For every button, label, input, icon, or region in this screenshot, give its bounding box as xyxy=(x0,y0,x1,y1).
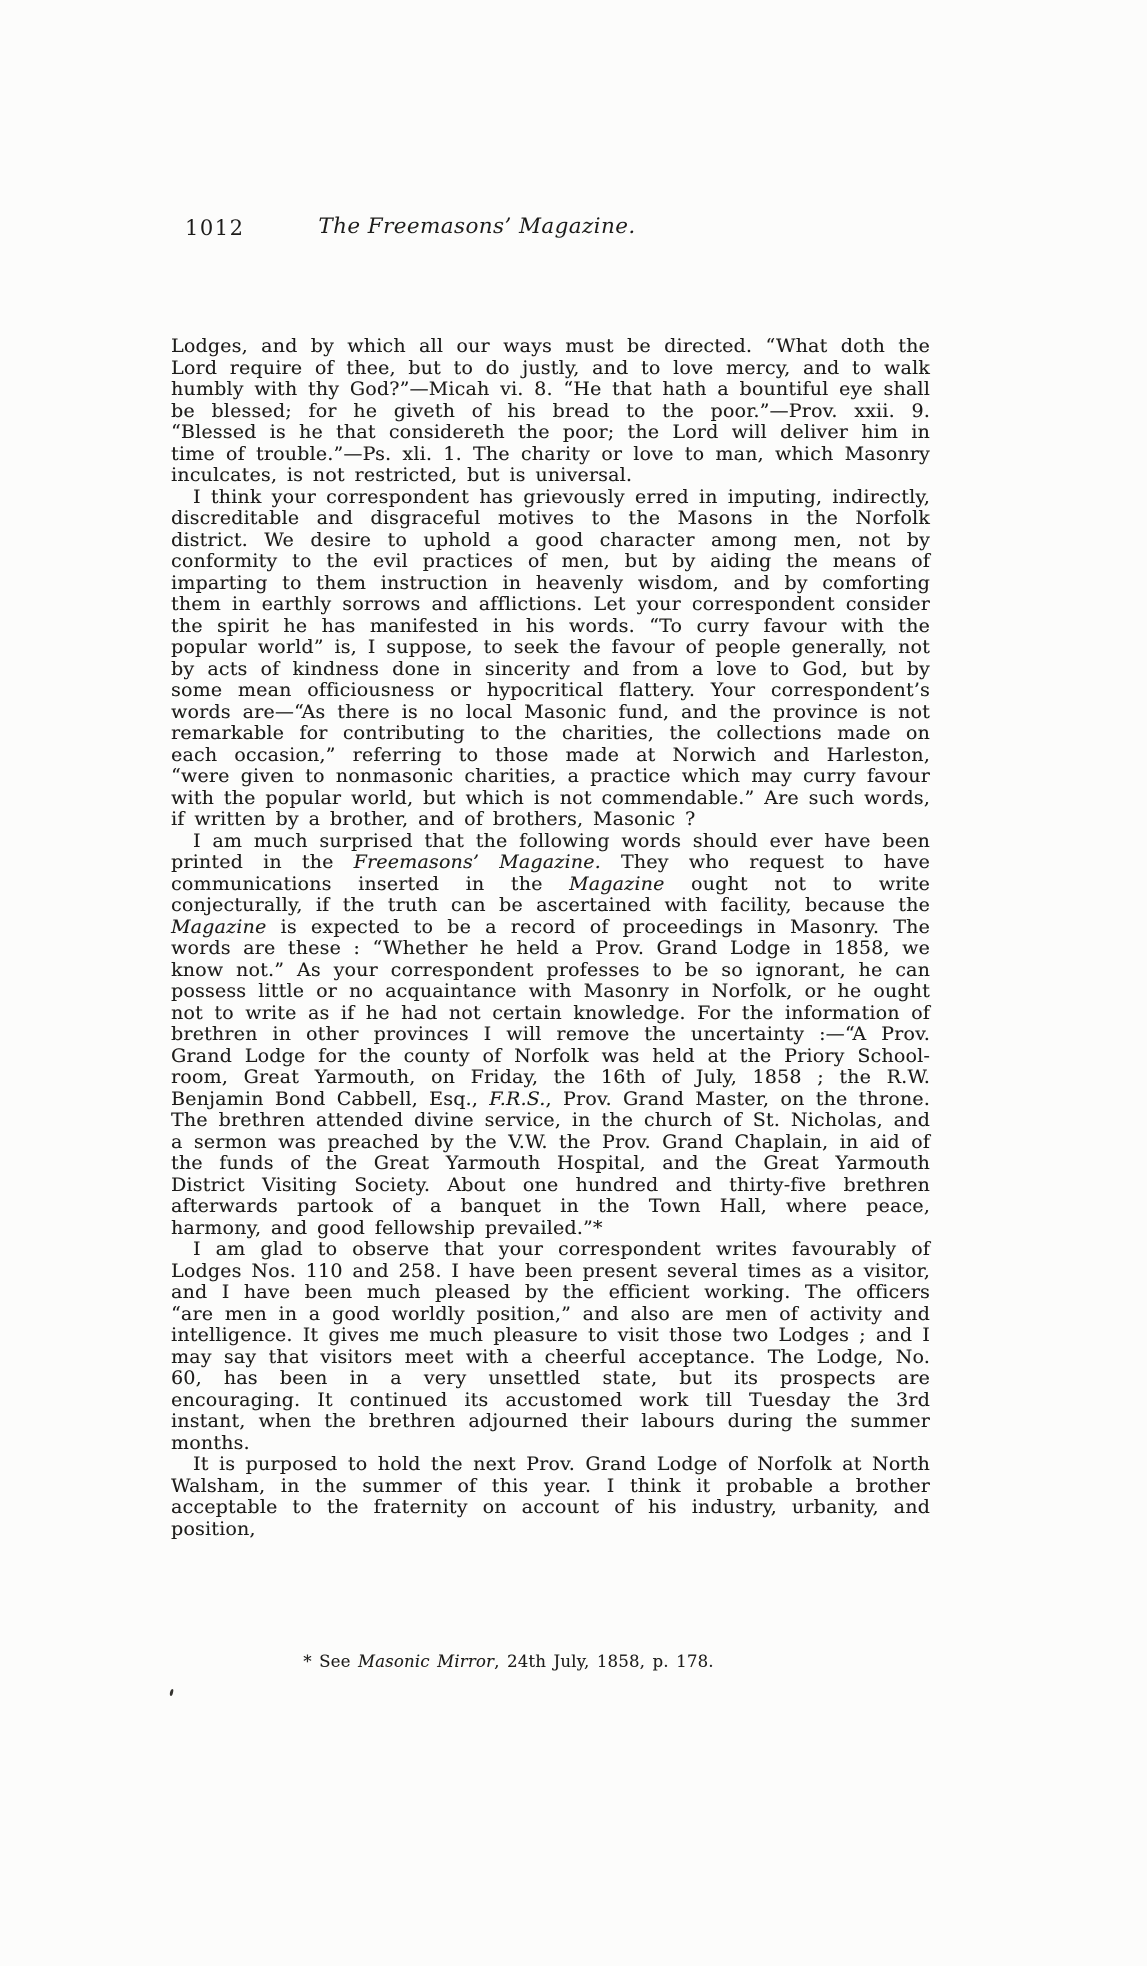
paragraph-4: I am glad to observe that your correspondent writes favourably of Lodges Nos. 110 and 258. I have been present several times as a visitor, and I have been much pleased by the efficient working. The officers “are men in a good worldly position,” and also are men of activity and intelligence. It gives me much pleasure to visit those two Lodges ; and I may say that visitors meet with a cheerful acceptance. The Lodge, No. 60, has been in a very unsettled state, but its prospects are encouraging. It continued its accustomed work till Tuesday the 3rd instant, when the brethren adjourned their labours during the summer months. xyxy=(171,1238,930,1454)
paragraph-3: I am much surprised that the following words should ever have been printed in the Freemasons’ Magazine. They who request to have communications inserted in the Magazine ought not to write conjecturally, if the truth can be ascertained with facility, because the Magazine is expected to be a record of proceedings in Masonry. The words are these : “Whether he held a Prov. Grand Lodge in 1858, we know not.” As your correspondent professes to be so ignorant, he can possess little or no acquaintance with Masonry in Norfolk, or he ought not to write as if he had not certain knowledge. For the information of brethren in other provinces I will remove the uncertainty :—“A Prov. Grand Lodge for the county of Norfolk was held at the Priory School-room, Great Yarmouth, on Friday, the 16th of July, 1858 ; the R.W. Benjamin Bond Cabbell, Esq., F.R.S., Prov. Grand Master, on the throne. The brethren attended divine service, in the church of St. Nicholas, and a sermon was preached by the V.W. the Prov. Grand Chaplain, in aid of the funds of the Great Yarmouth Hospital, and the Great Yarmouth District Visiting Society. About one hundred and thirty-five brethren afterwards partook of a banquet in the Town Hall, where peace, harmony, and good fellowship prevailed.”* xyxy=(171,829,931,1239)
paragraph-5: It is purposed to hold the next Prov. Grand Lodge of Norfolk at North Walsham, in the summer of this year. I think it probable a brother acceptable to the fraternity on account of his industry, urbanity, and position, xyxy=(171,1453,930,1540)
paragraph-1: Lodges, and by which all our ways must be directed. “What doth the Lord require of thee, but to do justly, and to love mercy, and to walk humbly with thy God?”—Micah vi. 8. “He that hath a bountiful eye shall be blessed; for he giveth of his bread to the poor.”—Prov. xxii. 9. “Blessed is he that considereth the poor; the Lord will deliver him in time of trouble.”—Ps. xli. 1. The charity or love to man, which Masonry inculcates, is not restricted, but is universal. xyxy=(171,335,930,486)
footnote: * See Masonic Mirror, 24th July, 1858, p. 178. xyxy=(303,1652,714,1671)
article-body xyxy=(171,336,930,1540)
paragraph-2: I think your correspondent has grievously erred in imputing, indirectly, discreditable and disgraceful motives to the Masons in the Norfolk district. We desire to uphold a good character among men, not by conformity to the evil practices of men, but by aiding the means of imparting to them instruction in heavenly wisdom, and by comforting them in earthly sorrows and afflictions. Let your correspondent consider the spirit he has manifested in his words. “To curry favour with the popular world” is, I suppose, to seek the favour of people generally, not by acts of kindness done in sincerity and from a love to God, but by some mean officiousness or hypocritical flattery. Your correspondent’s words are—“As there is no local Masonic fund, and the province is not remarkable for contributing to the charities, the collections made on each occasion,” referring to those made at Norwich and Harleston, “were given to nonmasonic charities, a practice which may curry favour with the popular world, but which is not commendable.” Are such words, if written by a brother, and of brothers, Masonic ? xyxy=(171,485,930,830)
scan-speck xyxy=(169,1689,173,1696)
page-number: 1012 xyxy=(185,216,245,240)
page-header xyxy=(171,216,930,336)
text-column xyxy=(171,216,930,1540)
journal-title: The Freemasons’ Magazine. xyxy=(318,214,636,239)
